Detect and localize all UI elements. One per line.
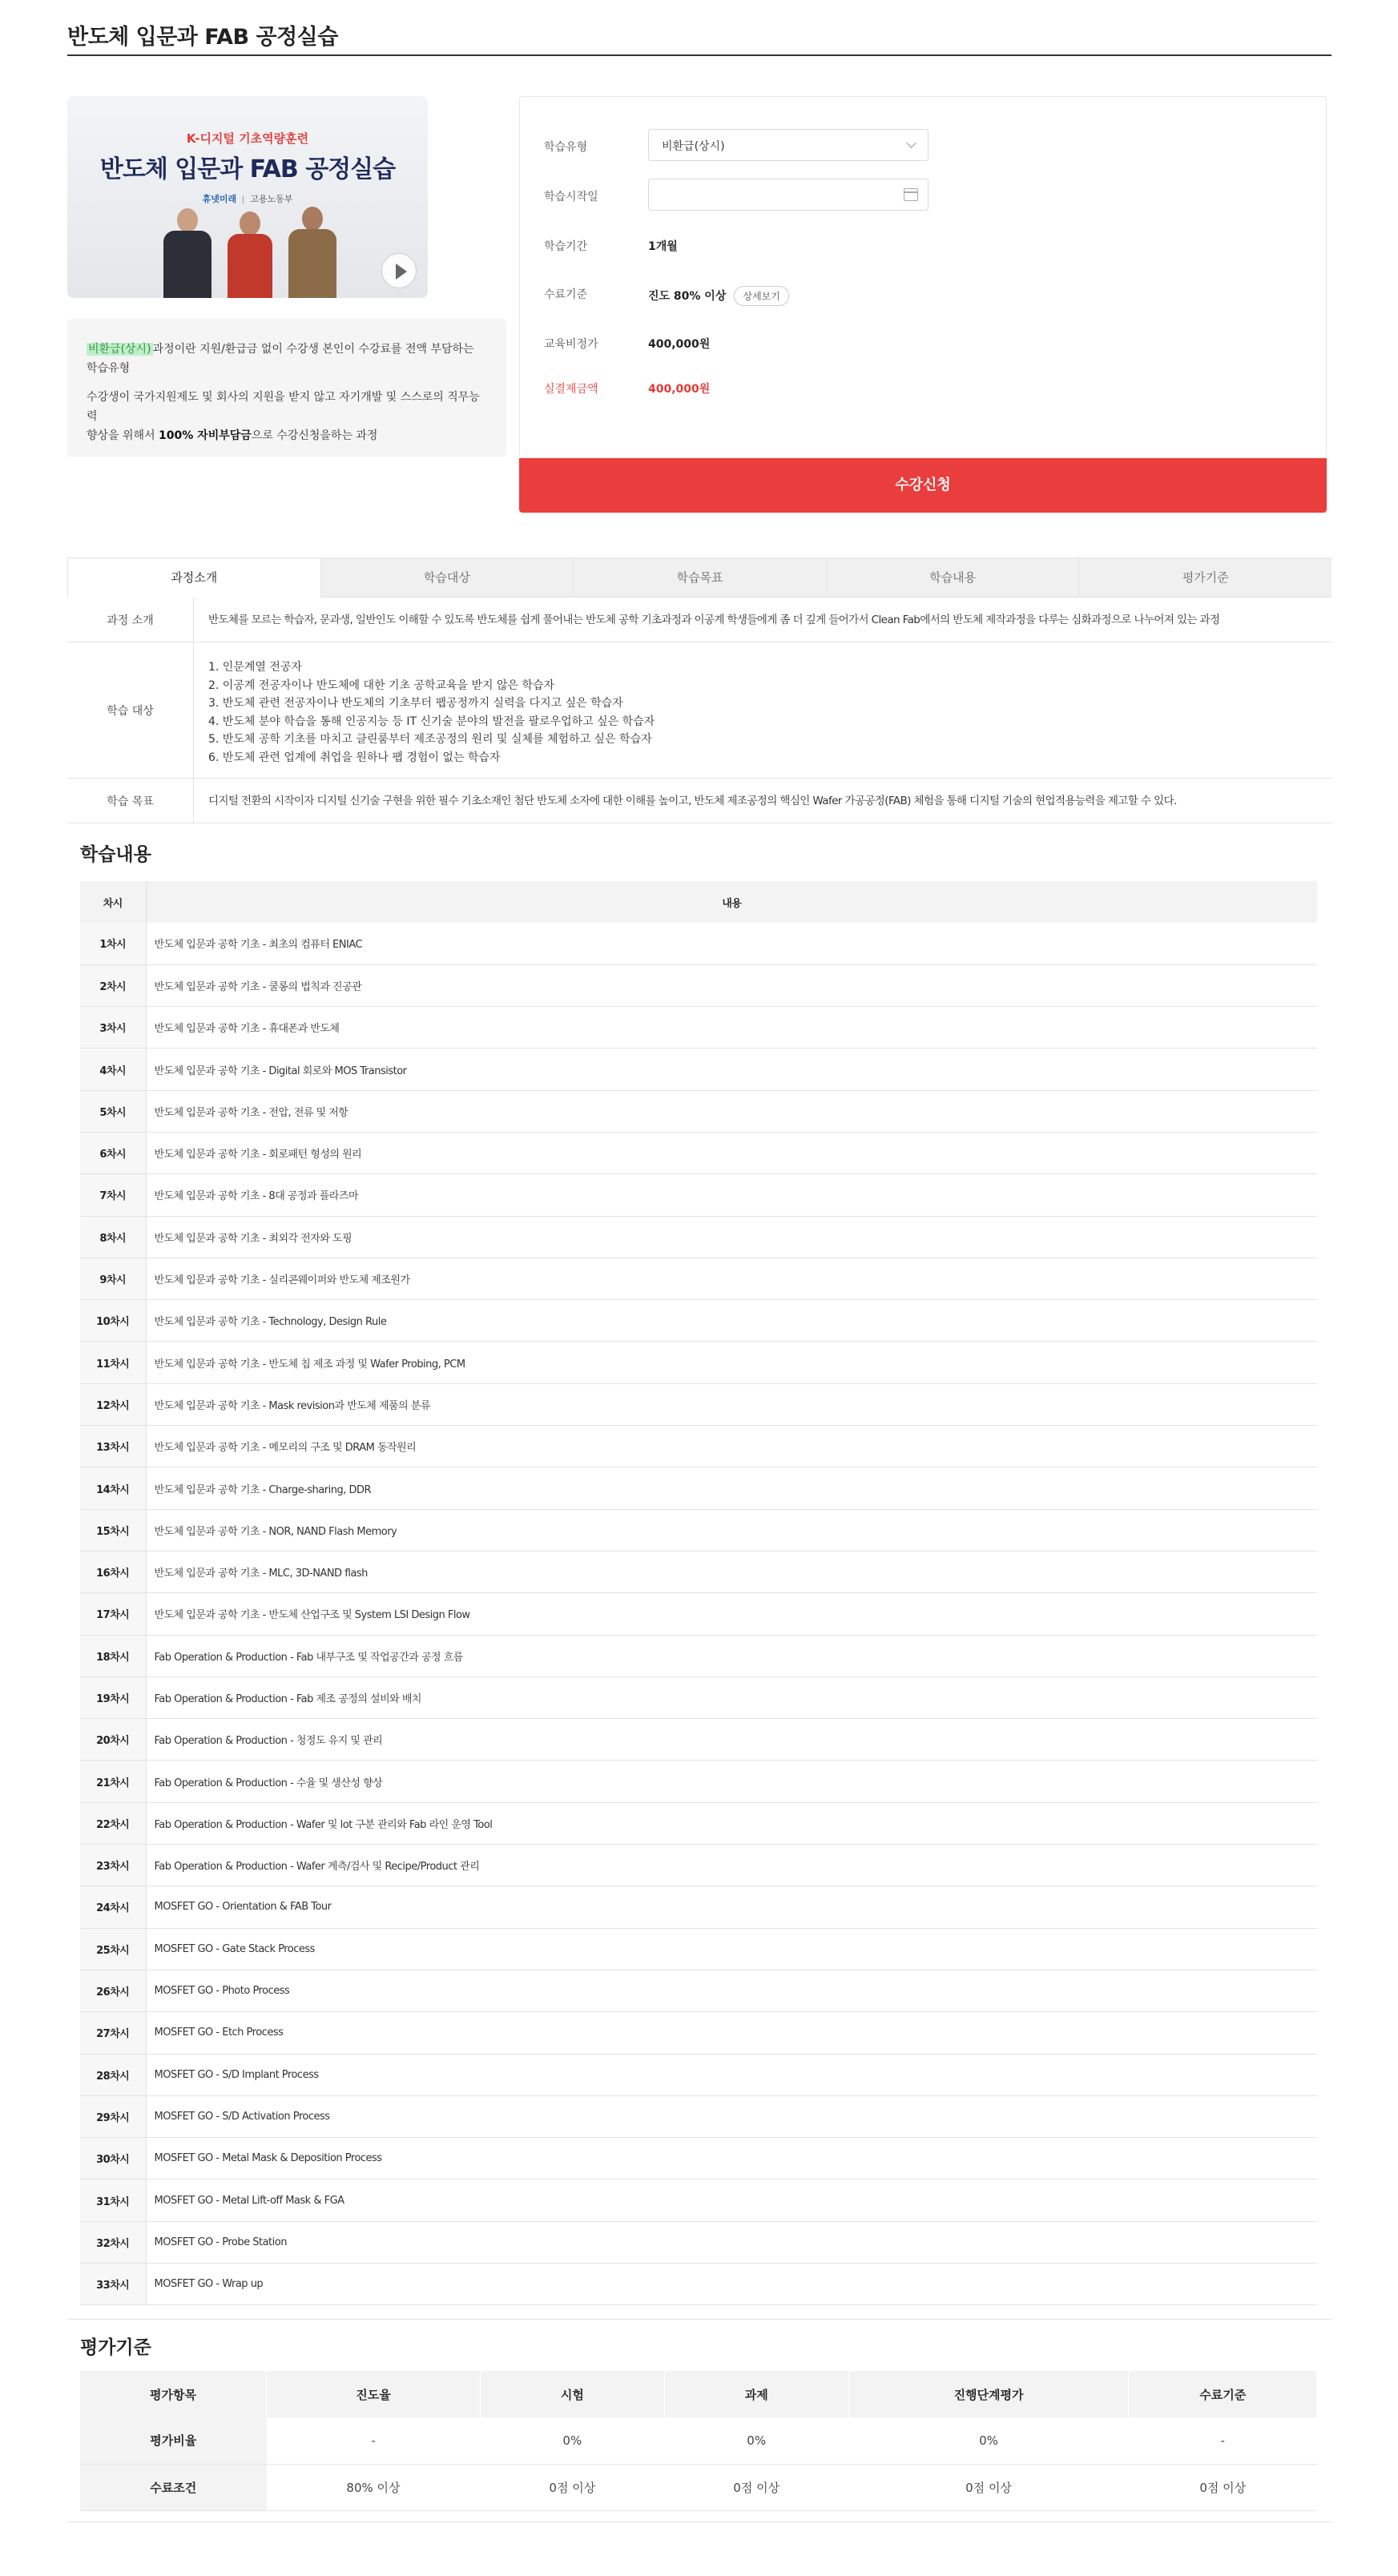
evaluation-header-row	[80, 2371, 1317, 2417]
curriculum-title: 학습내용	[80, 844, 151, 865]
session-number: 16차시	[80, 1551, 146, 1592]
course-tabs	[67, 557, 1332, 598]
session-number: 28차시	[80, 2054, 146, 2095]
evaluation-row-ratio	[80, 2417, 1317, 2464]
session-number: 27차시	[80, 2012, 146, 2054]
session-number: 22차시	[80, 1802, 146, 1844]
tab-target[interactable]: 학습대상	[321, 558, 574, 598]
session-number: 2차시	[80, 964, 146, 1006]
info-text: 수강생이 국가지원제도 및 회사의 지원을 받지 않고 자기개발 및 스스로의 직무능력	[87, 391, 480, 423]
eval-header: 시험	[480, 2371, 664, 2417]
session-content: Fab Operation & Production - Wafer 계측/검사 및 Recipe/Product 관리	[146, 1845, 1317, 1886]
table-row	[80, 1928, 1317, 1970]
session-number: 20차시	[80, 1719, 146, 1761]
table-row	[80, 1551, 1317, 1592]
session-content: 반도체 입문과 공학 기초 - Digital 회로와 MOS Transistor	[146, 1049, 1317, 1090]
target-item: 4. 반도체 분야 학습을 통해 인공지능 등 IT 신기술 분야의 발전을 팔로우업하고 싶은 학습자	[208, 714, 655, 728]
session-content: Fab Operation & Production - Wafer 및 lot 구분 관리와 Fab 라인 운영 Tool	[146, 1802, 1317, 1844]
session-number: 14차시	[80, 1467, 146, 1509]
banner-title: 반도체 입문과 FAB 공정실습	[99, 155, 396, 183]
row-header: 학습 목표	[67, 779, 194, 823]
table-row	[80, 1090, 1317, 1132]
curriculum-table	[80, 881, 1317, 2305]
target-item: 3. 반도체 관련 전공자이나 반도체의 기초부터 팹공정까지 실력을 다지고 싶은 학습자	[208, 697, 623, 710]
table-row	[80, 1300, 1317, 1342]
session-content: 반도체 입문과 공학 기초 - MLC, 3D-NAND flash	[146, 1551, 1317, 1592]
session-content: Fab Operation & Production - Fab 제조 공정의 설비와 배치	[146, 1676, 1317, 1718]
session-number: 23차시	[80, 1845, 146, 1886]
session-number: 29차시	[80, 2095, 146, 2137]
session-number: 8차시	[80, 1216, 146, 1258]
pay-value: 400,000원	[648, 383, 711, 396]
curriculum-body	[80, 923, 1317, 2305]
table-row	[80, 1802, 1317, 1844]
criteria-label: 수료기준	[544, 288, 588, 301]
row-header: 학습 대상	[67, 642, 194, 778]
eval-cell: 0%	[664, 2417, 848, 2464]
session-content: MOSFET GO - Metal Mask & Deposition Process	[146, 2138, 1317, 2180]
session-number: 17차시	[80, 1593, 146, 1635]
intro-text: 반도체를 모르는 학습자, 문과생, 일반인도 이해할 수 있도록 반도체를 쉽게 풀어내는 반도체 공학 기초과정과 이공계 학생들에게 좀 더 깊게 들어가서 Clean Fab에서의 반도체 제작과정을 다루는 심화과정으로 나누어져 있는 과정	[208, 614, 1220, 626]
session-content: 반도체 입문과 공학 기초 - Technology, Design Rule	[146, 1300, 1317, 1342]
learning-type-info	[67, 319, 506, 457]
col-header-num: 차시	[80, 881, 146, 923]
session-number: 18차시	[80, 1635, 146, 1676]
session-content: 반도체 입문과 공학 기초 - 메모리의 구조 및 DRAM 동작원리	[146, 1426, 1317, 1467]
table-row	[80, 1342, 1317, 1383]
info-text: 학습유형	[87, 362, 131, 375]
table-row	[80, 2012, 1317, 2054]
eval-header: 수료기준	[1129, 2371, 1317, 2417]
session-content: 반도체 입문과 공학 기초 - 실리콘웨이퍼와 반도체 제조원가	[146, 1258, 1317, 1299]
table-row	[80, 2264, 1317, 2305]
session-content: MOSFET GO - Photo Process	[146, 1970, 1317, 2011]
eval-cell: -	[267, 2417, 481, 2464]
table-row	[80, 1216, 1317, 1258]
session-content: 반도체 입문과 공학 기초 - 8대 공정과 플라즈마	[146, 1174, 1317, 1216]
session-number: 32차시	[80, 2221, 146, 2263]
calendar-icon[interactable]	[904, 188, 918, 201]
eval-cell: 0점 이상	[480, 2464, 664, 2510]
session-content: MOSFET GO - S/D Implant Process	[146, 2054, 1317, 2095]
session-number: 10차시	[80, 1300, 146, 1342]
table-row	[80, 2138, 1317, 2180]
eval-cell: 0점 이상	[1129, 2464, 1317, 2510]
target-item: 5. 반도체 공학 기초를 마치고 클린룸부터 제조공정의 원리 및 실체를 체험하고 싶은 학습자	[208, 733, 652, 746]
session-content: MOSFET GO - Wrap up	[146, 2264, 1317, 2305]
title-divider	[67, 54, 1332, 56]
table-row	[80, 1593, 1317, 1635]
table-row	[80, 1719, 1317, 1761]
session-content: 반도체 입문과 공학 기초 - 최초의 컴퓨터 ENIAC	[146, 923, 1317, 964]
session-content: 반도체 입문과 공학 기초 - 휴대폰과 반도체	[146, 1007, 1317, 1049]
partner-logo: 휴넷미래	[202, 194, 237, 204]
instructor-figure-1	[163, 208, 212, 298]
eval-header: 과제	[664, 2371, 848, 2417]
session-content: Fab Operation & Production - 청정도 유지 및 관리	[146, 1719, 1317, 1761]
session-content: Fab Operation & Production - Fab 내부구조 및 작업공간과 공정 흐름	[146, 1635, 1317, 1676]
table-row	[80, 1970, 1317, 2011]
session-number: 21차시	[80, 1761, 146, 1802]
session-number: 5차시	[80, 1090, 146, 1132]
period-value: 1개월	[648, 240, 678, 253]
session-content: Fab Operation & Production - 수율 및 생산성 향상	[146, 1761, 1317, 1802]
eval-cell: 0%	[848, 2417, 1129, 2464]
fee-value: 400,000원	[648, 338, 711, 351]
session-content: 반도체 입문과 공학 기초 - 반도체 칩 제조 과정 및 Wafer Probing, PCM	[146, 1342, 1317, 1383]
pay-label: 실결제금액	[544, 383, 598, 396]
table-row	[80, 1509, 1317, 1551]
table-row	[80, 1007, 1317, 1049]
overview-table	[67, 598, 1332, 823]
table-row	[80, 923, 1317, 964]
curriculum-header-row	[80, 881, 1317, 923]
banner-logos	[67, 192, 428, 205]
target-item: 6. 반도체 관련 업계에 취업을 원하나 팹 경험이 없는 학습자	[208, 751, 501, 764]
criteria-value-wrap	[648, 286, 789, 306]
session-number: 30차시	[80, 2138, 146, 2180]
info-text-bold: 100% 자비부담금	[159, 429, 252, 442]
table-row	[80, 2054, 1317, 2095]
target-item: 2. 이공계 전공자이나 반도체에 대한 기초 공학교육을 받지 않은 학습자	[208, 678, 555, 692]
target-list	[194, 642, 1332, 767]
session-content: 반도체 입문과 공학 기초 - 최외각 전자와 도핑	[146, 1216, 1317, 1258]
eval-cell: 0점 이상	[848, 2464, 1129, 2510]
detail-button[interactable]: 상세보기	[734, 286, 788, 306]
page-title: 반도체 입문과 FAB 공정실습	[67, 25, 338, 50]
apply-button[interactable]: 수강신청	[519, 458, 1327, 513]
session-number: 1차시	[80, 923, 146, 964]
session-number: 33차시	[80, 2264, 146, 2305]
start-date-label: 학습시작일	[544, 191, 598, 203]
session-number: 31차시	[80, 2180, 146, 2221]
session-content: MOSFET GO - Orientation & FAB Tour	[146, 1886, 1317, 1928]
session-content: 반도체 입문과 공학 기초 - 전압, 전류 및 저항	[146, 1090, 1317, 1132]
chevron-down-icon	[906, 138, 917, 148]
table-row	[80, 1676, 1317, 1718]
session-number: 3차시	[80, 1007, 146, 1049]
table-row	[80, 1258, 1317, 1299]
eval-header: 진도율	[267, 2371, 481, 2417]
target-item: 1. 인문계열 전공자	[208, 661, 302, 674]
enrollment-form	[519, 96, 1327, 458]
evaluation-row-condition	[80, 2464, 1317, 2510]
info-text: 과정이란 지원/환급금 없이 수강생 본인이 수강료를 전액 부담하는	[152, 343, 474, 356]
session-content: 반도체 입문과 공학 기초 - 반도체 산업구조 및 System LSI Design Flow	[146, 1593, 1317, 1635]
instructor-figure-2	[228, 211, 272, 298]
session-content: 반도체 입문과 공학 기초 - 쿨롱의 법칙과 진공관	[146, 964, 1317, 1006]
table-row	[80, 2180, 1317, 2221]
table-row	[80, 1426, 1317, 1467]
eval-header: 평가항목	[80, 2371, 267, 2417]
tab-overview[interactable]: 과정소개	[67, 558, 321, 598]
learning-type-value: 비환급(상시)	[662, 140, 725, 153]
session-number: 19차시	[80, 1676, 146, 1718]
tab-goal[interactable]: 학습목표	[574, 558, 827, 598]
eval-cell: -	[1129, 2417, 1317, 2464]
session-content: MOSFET GO - S/D Activation Process	[146, 2095, 1317, 2137]
table-row	[80, 1635, 1317, 1676]
session-number: 7차시	[80, 1174, 146, 1216]
session-content: MOSFET GO - Probe Station	[146, 2221, 1317, 2263]
eval-cell: 80% 이상	[267, 2464, 481, 2510]
row-header: 과정 소개	[67, 598, 194, 642]
eval-cell: 0점 이상	[664, 2464, 848, 2510]
table-row	[80, 1845, 1317, 1886]
session-number: 15차시	[80, 1509, 146, 1551]
ministry-logo: 고용노동부	[250, 194, 293, 204]
eval-cell: 0%	[480, 2417, 664, 2464]
eval-header: 진행단계평가	[848, 2371, 1129, 2417]
banner-subtitle: K-디지털 기초역량훈련	[186, 131, 309, 146]
evaluation-table	[80, 2371, 1317, 2511]
eval-row-header: 평가비율	[80, 2417, 267, 2464]
type-highlight: 비환급(상시)	[88, 343, 151, 356]
session-number: 25차시	[80, 1928, 146, 1970]
session-number: 11차시	[80, 1342, 146, 1383]
section-divider	[67, 2319, 1332, 2320]
table-row	[80, 1467, 1317, 1509]
session-number: 9차시	[80, 1258, 146, 1299]
overview-row-goal	[67, 779, 1332, 823]
table-row	[80, 1132, 1317, 1173]
col-header-content: 내용	[146, 881, 1317, 923]
session-content: 반도체 입문과 공학 기초 - Mask revision과 반도체 제품의 분류	[146, 1383, 1317, 1425]
table-row	[80, 2095, 1317, 2137]
course-banner[interactable]	[67, 96, 428, 298]
info-text: 향상을 위해서	[87, 429, 159, 442]
table-row	[80, 1049, 1317, 1090]
table-row	[80, 2221, 1317, 2263]
session-number: 6차시	[80, 1132, 146, 1173]
table-row	[80, 1383, 1317, 1425]
session-number: 13차시	[80, 1426, 146, 1467]
criteria-value: 진도 80% 이상	[648, 290, 727, 303]
session-content: 반도체 입문과 공학 기초 - Charge-sharing, DDR	[146, 1467, 1317, 1509]
play-icon[interactable]	[381, 253, 417, 288]
overview-row-intro	[67, 598, 1332, 642]
type-label: 학습유형	[544, 141, 588, 154]
session-content: MOSFET GO - Gate Stack Process	[146, 1928, 1317, 1970]
overview-row-target	[67, 642, 1332, 779]
session-content: 반도체 입문과 공학 기초 - 회로패턴 형성의 원리	[146, 1132, 1317, 1173]
info-paragraph-1	[87, 340, 487, 378]
learning-type-select[interactable]	[648, 129, 929, 161]
period-label: 학습기간	[544, 240, 588, 253]
table-row	[80, 964, 1317, 1006]
table-row	[80, 1761, 1317, 1802]
session-number: 26차시	[80, 1970, 146, 2011]
goal-text: 디지털 전환의 시작이자 디지털 신기술 구현을 위한 필수 기초소재인 첨단 반도체 소자에 대한 이해를 높이고, 반도체 제조공정의 핵심인 Wafer 가공공정(FAB) 체험을 통해 디지털 기술의 현업적용능력을 제고할 수 있다.	[208, 795, 1177, 807]
instructor-figure-3	[288, 207, 336, 298]
session-content: MOSFET GO - Etch Process	[146, 2012, 1317, 2054]
evaluation-title: 평가기준	[80, 2337, 151, 2358]
info-text: 으로 수강신청을하는 과정	[251, 429, 378, 442]
tab-content[interactable]: 학습내용	[827, 558, 1080, 598]
session-content: 반도체 입문과 공학 기초 - NOR, NAND Flash Memory	[146, 1509, 1317, 1551]
info-paragraph-2	[87, 388, 487, 445]
start-date-input[interactable]	[648, 179, 929, 211]
session-number: 12차시	[80, 1383, 146, 1425]
session-number: 4차시	[80, 1049, 146, 1090]
table-row	[80, 1886, 1317, 1928]
session-number: 24차시	[80, 1886, 146, 1928]
tab-evaluation[interactable]: 평가기준	[1079, 558, 1332, 598]
session-content: MOSFET GO - Metal Lift-off Mask & FGA	[146, 2180, 1317, 2221]
fee-label: 교육비정가	[544, 338, 598, 351]
eval-row-header: 수료조건	[80, 2464, 267, 2510]
table-row	[80, 1174, 1317, 1216]
